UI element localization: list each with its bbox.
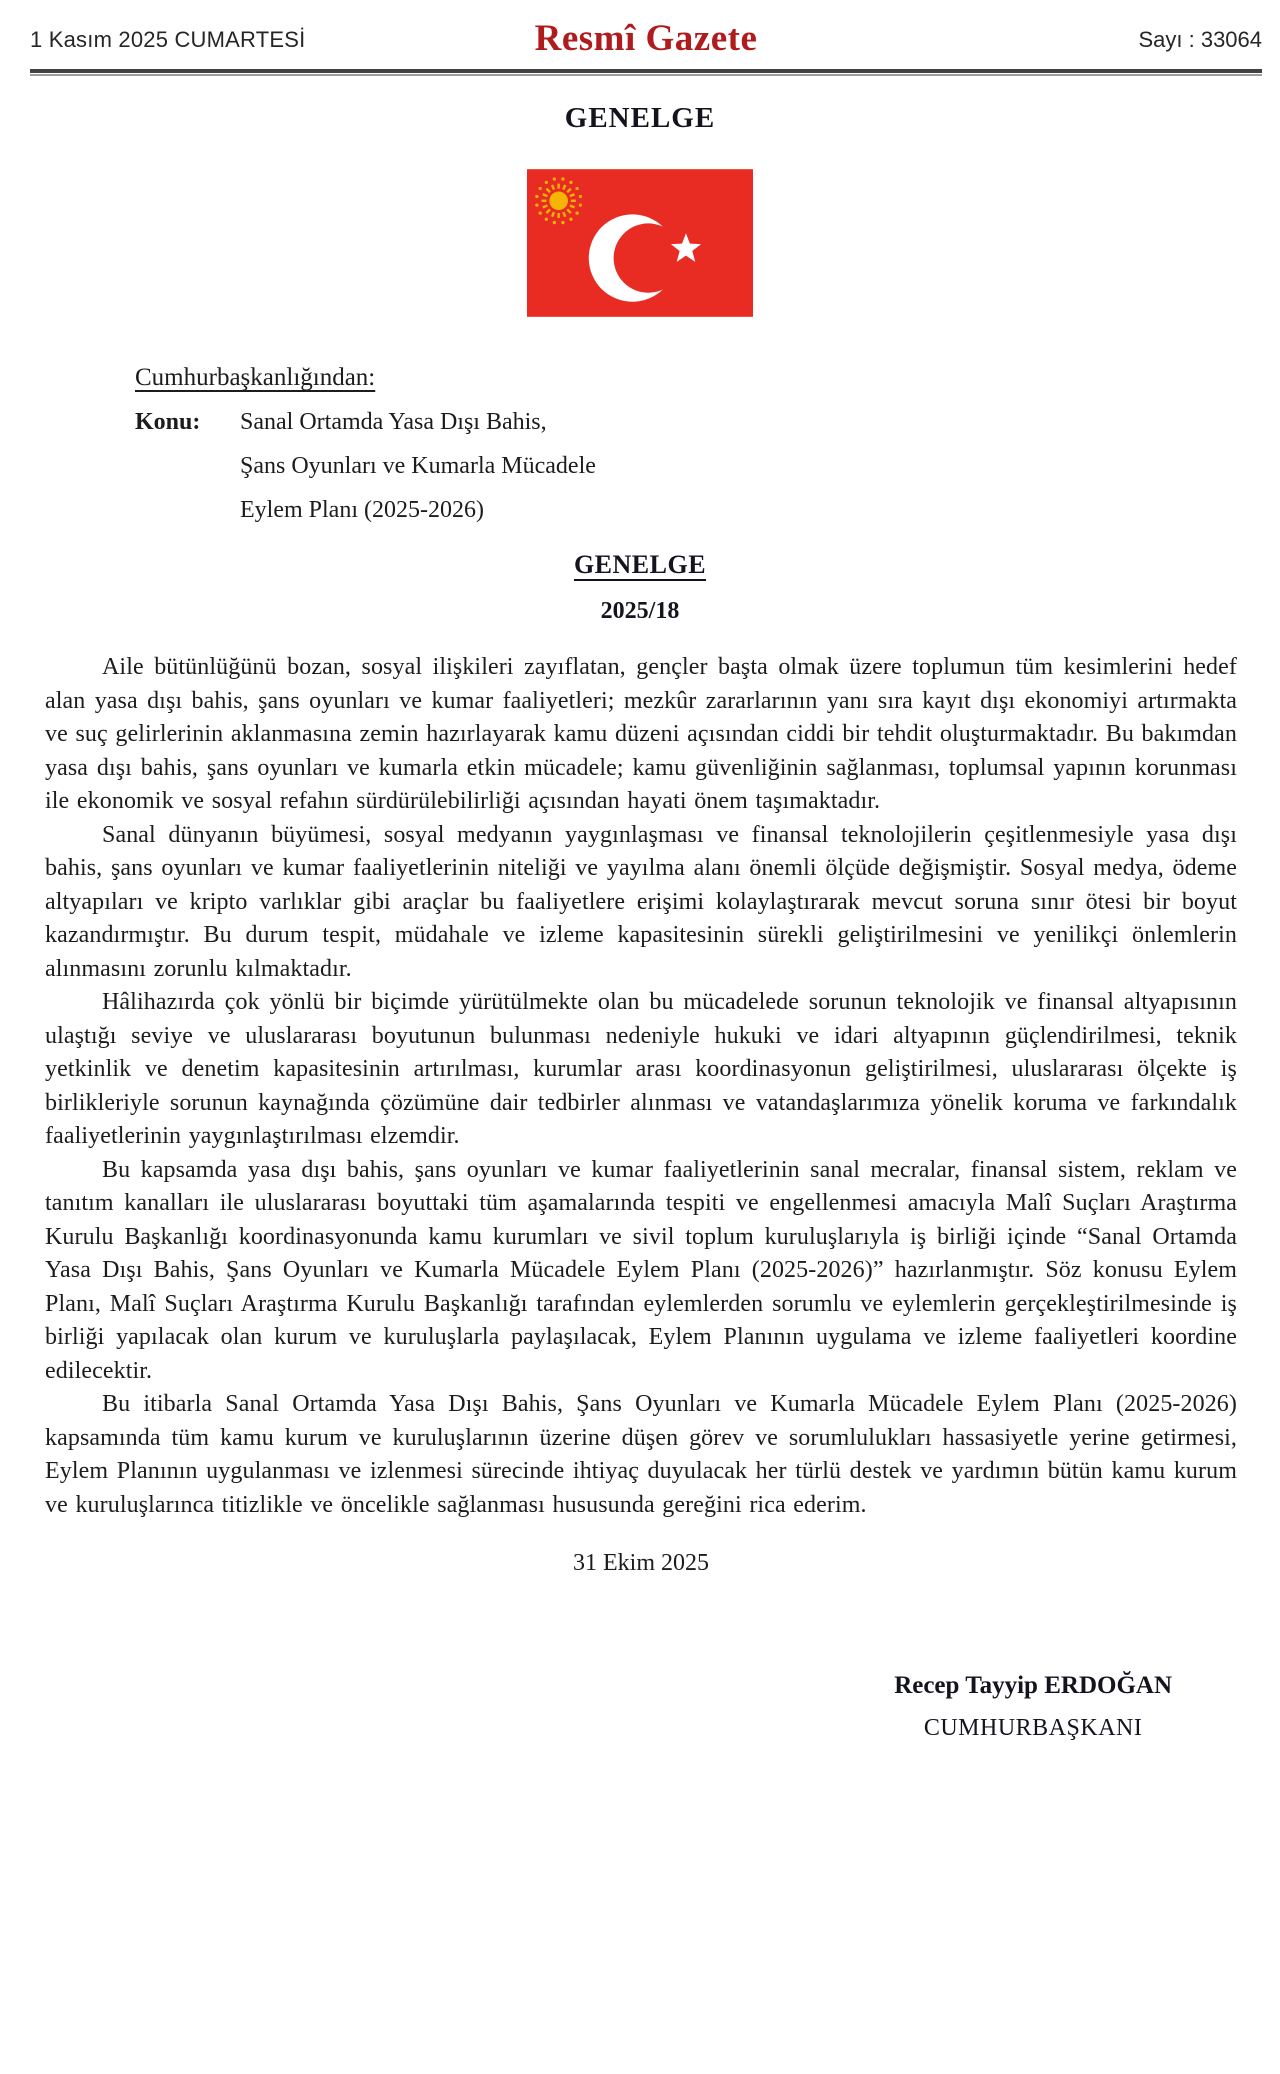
subject-line: Sanal Ortamda Yasa Dışı Bahis, <box>240 409 547 435</box>
subject-block <box>135 400 1280 532</box>
circular-heading: GENELGE <box>573 550 707 579</box>
masthead <box>0 0 1280 57</box>
gazette-title: Resmî Gazete <box>534 18 758 59</box>
masthead-divider <box>30 69 1262 76</box>
body-paragraph: Aile bütünlüğünü bozan, sosyal ilişkileri zayıflatan, gençler başta olmak üzere toplumun tüm kesimlerini hedef alan yasa dışı bahis, şans oyunları ve kumar faaliyetleri; mezkûr zararlarının yanı sıra kayıt dışı ekonomiyi artırmakta ve suç gelirlerinin aklanmasına zemin hazırlayarak kamu düzeni açısından ciddi bir tehdit oluşturmaktadır. Bu bakımdan yasa dışı bahis, şans oyunları ve kumarla etkin mücadele; kamu güvenliğinin sağlanması, toplumsal yapının korunması ile ekonomik ve sosyal refahın sürdürülebilirliği açısından hayati önem taşımaktadır. <box>45 654 1237 814</box>
circular-number: 2025/18 <box>600 598 680 624</box>
crescent-inner <box>614 223 683 292</box>
section-heading: GENELGE <box>564 102 716 134</box>
subject-line: Eylem Planı (2025-2026) <box>240 497 484 523</box>
gazette-date: 1 Kasım 2025 CUMARTESİ <box>30 27 306 52</box>
sun-core <box>549 192 568 211</box>
body-paragraph: Bu itibarla Sanal Ortamda Yasa Dışı Bahis, Şans Oyunları ve Kumarla Mücadele Eylem Planı (2025-2026) kapsamında tüm kamu kurum ve kuruluşlarının üzerine düşen görev ve sorumlulukları hassasiyetle yerine getirmesi, Eylem Planının uygulanması ve izlenmesi sürecinde ihtiyaç duyulacak her türlü destek ve yardımın bütün kamu kurum ve kuruluşlarınca titizlikle ve öncelikle sağlanması hususunda gereğini rica ederim. <box>45 1391 1237 1518</box>
signature-block <box>894 1672 1172 1742</box>
body-paragraph: Sanal dünyanın büyümesi, sosyal medyanın yaygınlaşması ve finansal teknolojilerin çeşitlenmesiyle yasa dışı bahis, şans oyunları ve kumar faaliyetlerinin niteliği ve yayılma alanı önemli ölçüde değişmiştir. Sosyal medya, ödeme altyapıları ve kripto varlıklar gibi araçlar bu faaliyetlere erişimi kolaylaştırarak mevcut soruna sınır ötesi bir boyut kazandırmıştır. Bu durum tespit, müdahale ve izleme kapasitesinin sürekli geliştirilmesini ve yenilikçi önlemlerin alınmasını zorunlu kılmaktadır. <box>45 821 1237 982</box>
turkish-presidential-flag-icon <box>527 169 753 317</box>
closing-date: 31 Ekim 2025 <box>573 1550 709 1576</box>
signatory-name: Recep Tayyip ERDOĞAN <box>894 1672 1172 1699</box>
signatory-title: CUMHURBAŞKANI <box>923 1715 1143 1741</box>
flag-container <box>0 169 1280 322</box>
subject-line: Şans Oyunları ve Kumarla Mücadele <box>240 453 596 479</box>
subject-label: Konu: <box>135 409 201 435</box>
gazette-issue-number: Sayı : 33064 <box>1138 27 1263 52</box>
subject-lines <box>240 400 596 532</box>
issuer-line: Cumhurbaşkanlığından: <box>135 364 376 391</box>
circular-body <box>45 651 1237 1522</box>
body-paragraph: Bu kapsamda yasa dışı bahis, şans oyunları ve kumar faaliyetlerinin sanal mecralar, finansal sistem, reklam ve tanıtım kanalları ile uluslararası boyuttaki tüm aşamalarında tespiti ve engellenmesi amacıyla Malî Suçları Araştırma Kurulu Başkanlığı koordinasyonunda kamu kurumları ve sivil toplum kuruluşlarıyla iş birliği içinde “Sanal Ortamda Yasa Dışı Bahis, Şans Oyunları ve Kumarla Mücadele Eylem Planı (2025-2026)” hazırlanmıştır. Söz konusu Eylem Planı, Malî Suçları Araştırma Kurulu Başkanlığı tarafından eylemlerden sorumlu ve eylemlerin gerçekleştirilmesinde iş birliği yapılacak olan kurum ve kuruluşlarla paylaşılacak, Eylem Planının uygulama ve izleme faaliyetleri koordine edilecektir. <box>45 1156 1237 1384</box>
body-paragraph: Hâlihazırda çok yönlü bir biçimde yürütülmekte olan bu mücadelede sorunun teknolojik ve finansal altyapısının ulaştığı seviye ve uluslararası boyutunun bulunması nedeniyle hukuki ve idari altyapının güçlendirilmesi, teknik yetkinlik ve denetim kapasitesinin artırılması, kurumlar arası koordinasyonun geliştirilmesi, uluslararası ölçekte iş birlikleriyle sorunun kaynağında çözümüne dair tedbirler alınması ve vatandaşlarımıza yönelik koruma ve farkındalık faaliyetlerinin yaygınlaştırılması elzemdir. <box>45 989 1237 1149</box>
